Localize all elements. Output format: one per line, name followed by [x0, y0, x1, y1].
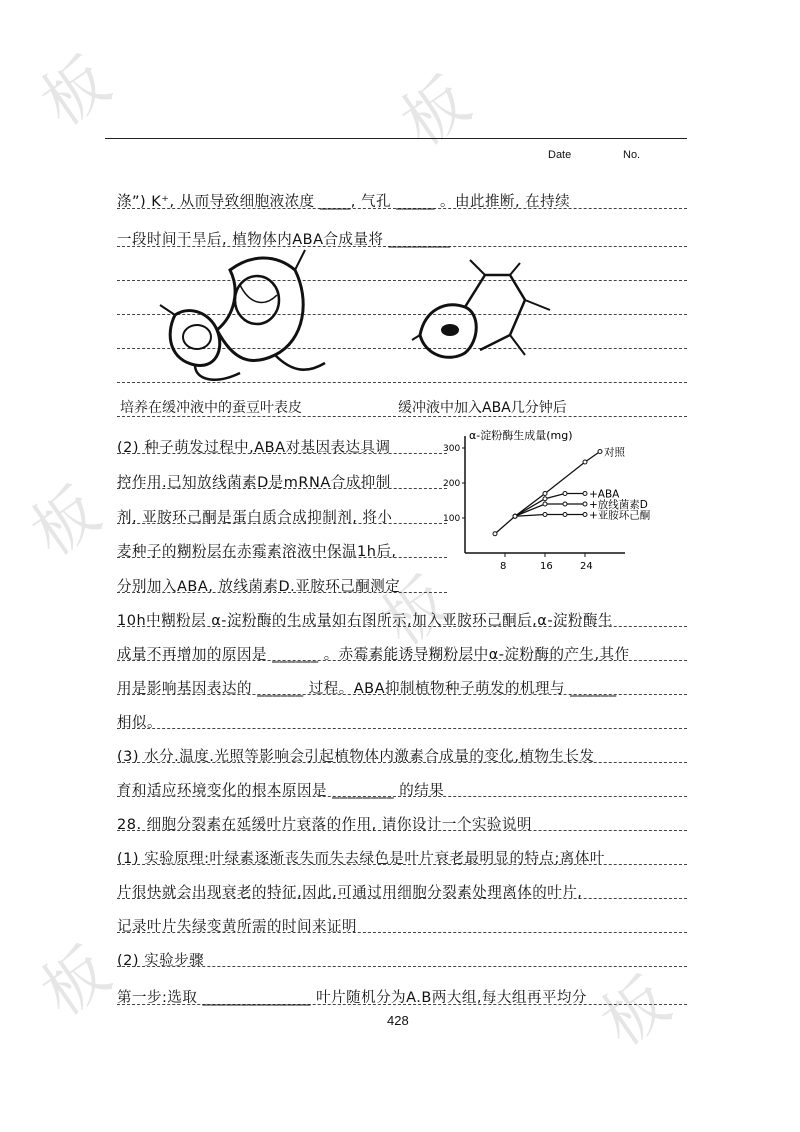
text-line: 控作用.已知放线菌素D是mRNA合成抑制 — [117, 475, 391, 491]
text-line: 10h中糊粉层 α-淀粉酶的生成量如右图所示,加入亚胺环己酮后,α-淀粉酶生 — [117, 613, 614, 629]
x-tick-label: 24 — [580, 561, 593, 572]
caption-right: 缓冲液中加入ABA几分钟后 — [398, 400, 567, 416]
watermark: 板 — [388, 60, 489, 162]
text-line: 育和适应环境变化的根本原因是 ________ 的结果 — [117, 783, 445, 799]
date-label: Date — [548, 149, 572, 161]
text-line: (2) 种子萌发过程中,ABA对基因表达具调 — [117, 440, 391, 456]
data-point — [543, 492, 547, 496]
cell-drawing-right — [410, 255, 560, 365]
data-point — [583, 502, 587, 506]
header-rule — [105, 138, 687, 139]
data-point — [543, 513, 547, 517]
watermark: 板 — [588, 960, 689, 1062]
text-line: 片很快就会出现衰老的特征,因此,可通过用细胞分裂素处理离体的叶片, — [117, 885, 583, 901]
watermark: 板 — [28, 40, 129, 142]
text-line: 剂, 亚胺环己酮是蛋白质合成抑制剂, 将小 — [117, 510, 393, 526]
watermark: 板 — [368, 560, 469, 662]
text-line: 记录叶片失绿变黄所需的时间来证明 — [117, 919, 357, 935]
text-line: 分别加入ABA, 放线菌素D.亚胺环己酮测定 — [117, 579, 401, 595]
text-line: (3) 水分.温度.光照等影响会引起植物体内激素合成量的变化,植物生长发 — [117, 749, 595, 765]
series-line — [515, 515, 585, 517]
series-label: +亚胺环己酮 — [589, 509, 651, 522]
data-point — [543, 502, 547, 506]
series-label: 对照 — [604, 446, 625, 459]
enzyme-chart — [440, 425, 690, 575]
series-label: +放线菌素D — [589, 499, 648, 511]
watermark: 板 — [28, 930, 129, 1032]
text-line: 麦种子的糊粉层在赤霉素溶液中保温1h后, — [117, 544, 397, 560]
x-tick-label: 8 — [500, 561, 507, 572]
data-point — [583, 492, 587, 496]
data-point — [543, 497, 547, 501]
text-line: 28. 细胞分裂素在延缓叶片衰落的作用, 请你设计一个实验说明 — [117, 817, 532, 833]
y-tick-label: 100 — [443, 514, 461, 524]
text-line: (1) 实验原理:叶绿素逐渐丧失而失去绿色是叶片衰老最明显的特点;离体叶 — [117, 851, 605, 867]
no-label: No. — [623, 149, 641, 161]
text-line: (2) 实验步骤 — [117, 953, 205, 969]
y-axis-label: α-淀粉酶生成量(mg) — [469, 429, 573, 442]
y-tick-label: 200 — [443, 479, 461, 489]
data-point — [563, 513, 567, 517]
watermark: 板 — [18, 470, 119, 572]
text-line: 成量不再增加的原因是 ______ 。赤霉素能诱导糊粉层中α-淀粉酶的产生,其作 — [117, 647, 630, 663]
series-line — [515, 494, 585, 517]
text-line: 相似。 — [117, 715, 162, 731]
data-point — [583, 460, 587, 464]
data-point — [563, 492, 567, 496]
data-point — [598, 450, 602, 454]
caption-left: 培养在缓冲液中的蚕豆叶表皮 — [120, 400, 302, 416]
data-point — [493, 532, 497, 536]
data-point — [583, 513, 587, 517]
data-point — [563, 502, 567, 506]
text-line: 用是影响基因表达的 ______ 过程。ABA抑制植物种子萌发的机理与 ______ — [117, 681, 617, 697]
cell-drawing-left — [155, 245, 335, 385]
series-label: +ABA — [589, 488, 620, 501]
ruled-line — [117, 728, 687, 729]
text-line: 一段时间干旱后, 植物体内ABA合成量将 ________ — [117, 232, 451, 248]
text-line: 涤”) K⁺, 从而导致细胞液浓度 ____, 气孔 _____ 。由此推断, 在持续 — [117, 194, 571, 210]
text-line: 第一步:选取 ______________ 叶片随机分为A.B两大组,每大组再平均分 — [117, 990, 587, 1006]
data-point — [513, 514, 517, 518]
x-tick-label: 16 — [540, 561, 553, 572]
page-number: 428 — [387, 1013, 409, 1028]
y-tick-label: 300 — [443, 444, 461, 454]
